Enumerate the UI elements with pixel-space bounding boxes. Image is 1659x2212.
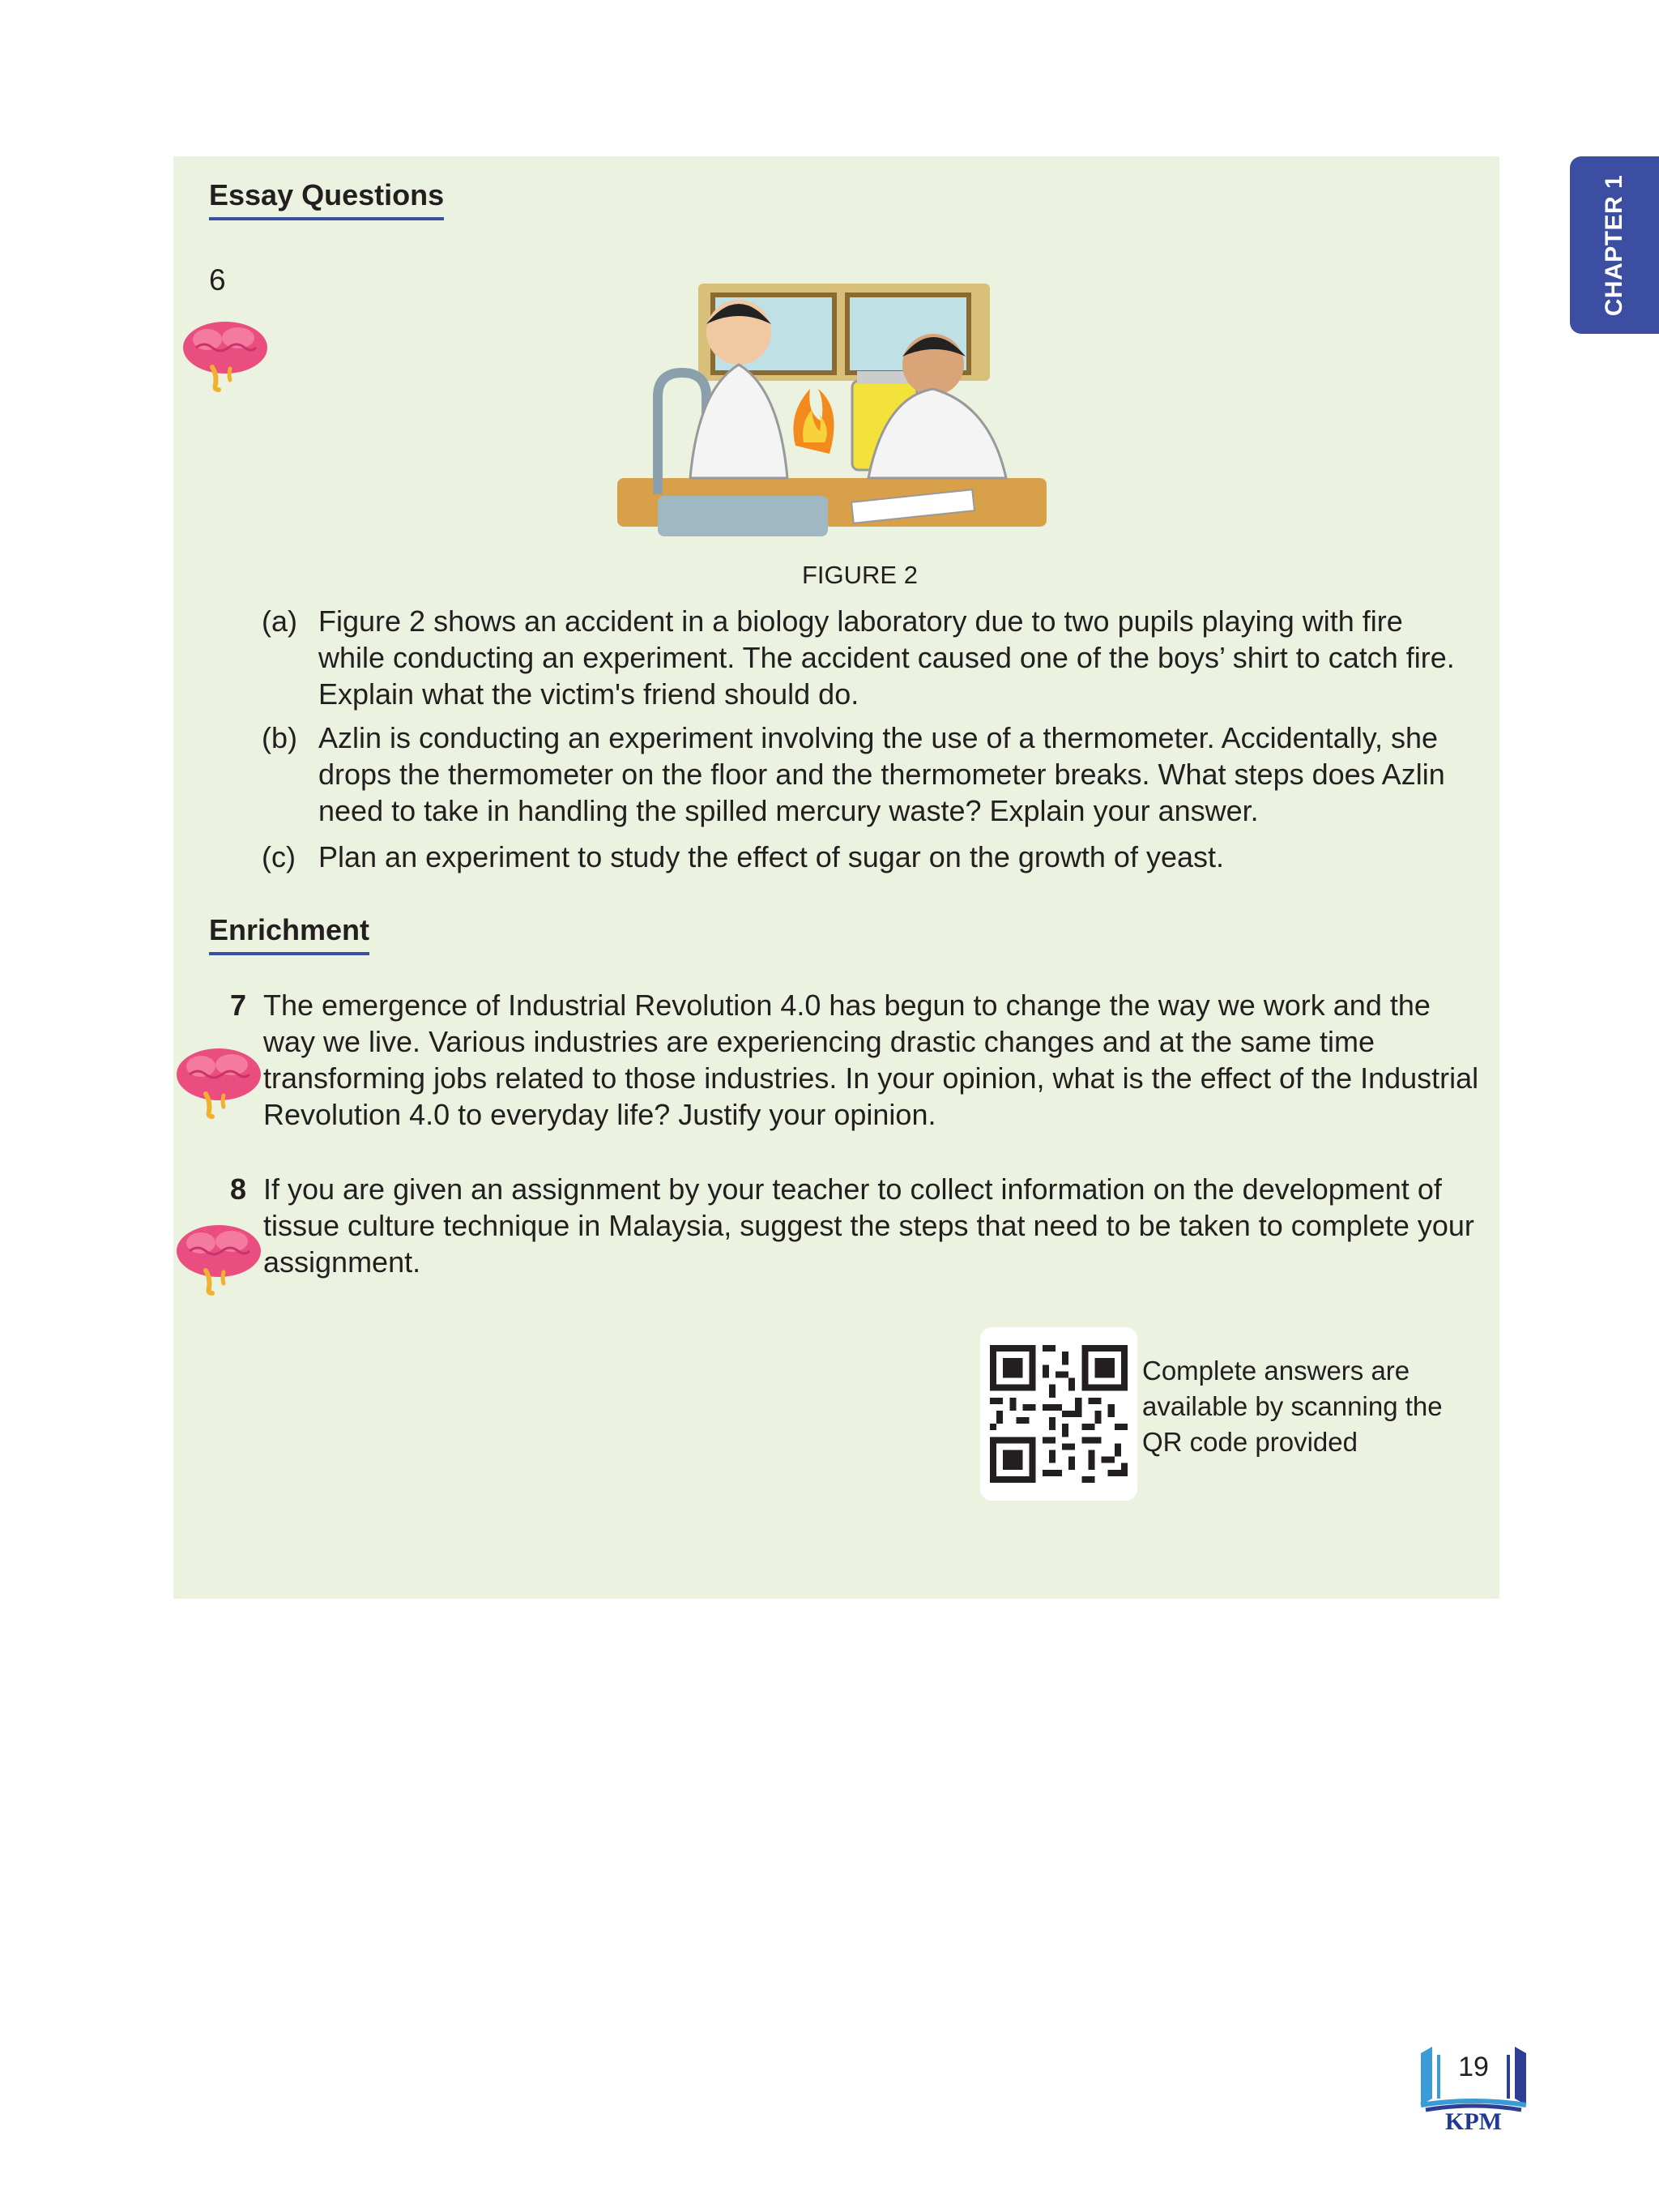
question-6c-label: (c) <box>262 840 296 873</box>
chapter-tab[interactable] <box>1570 156 1659 334</box>
brain-icon <box>180 318 271 399</box>
figure-caption: FIGURE 2 <box>802 561 918 589</box>
question-8-text: If you are given an assignment by your teacher to collect information on the development of tissue culture technique in Malaysia, suggest the steps that need to be taken to complete your assignment. <box>263 1172 1474 1279</box>
question-7-text: The emergence of Industrial Revolution 4.0 has begun to change the way we work and the way we live. Various industries are experiencing drastic changes and at the same time transforming jobs related to those industries. In your opinion, what is the effect of the Industrial Revolution 4.0 to everyday life? Justify your opinion. <box>263 989 1479 1131</box>
chapter-tab-label: CHAPTER 1 <box>1601 174 1627 316</box>
question-7 <box>230 987 1486 1133</box>
enrichment-heading: Enrichment <box>209 913 369 955</box>
lab-accident-illustration <box>609 284 1055 559</box>
question-8 <box>230 1171 1486 1280</box>
essay-questions-heading: Essay Questions <box>209 178 444 220</box>
question-7-number: 7 <box>230 989 247 1022</box>
question-6b-text: Azlin is conducting an experiment involving the use of a thermometer. Accidentally, she drops the thermometer on the floor and the thermometer breaks. What steps does Azlin need to take in handling the spilled mercury waste? Explain your answer. <box>318 721 1445 827</box>
question-8-number: 8 <box>230 1172 247 1206</box>
publisher-label: KPM <box>1445 2108 1502 2135</box>
page-number: 19 <box>1458 2052 1489 2082</box>
question-6c-text: Plan an experiment to study the effect of sugar on the growth of yeast. <box>318 840 1225 873</box>
question-6b-label: (b) <box>262 721 297 754</box>
qr-code-icon <box>990 1345 1128 1483</box>
question-6a-label: (a) <box>262 604 297 638</box>
question-6a-text: Figure 2 shows an accident in a biology laboratory due to two pupils playing with fire while conducting an experiment. The accident caused one of the boys’ shirt to catch fire. Explain what the victim's friend should do. <box>318 604 1455 711</box>
qr-code-card[interactable] <box>980 1327 1137 1501</box>
question-6c <box>262 839 1477 875</box>
question-6-number: 6 <box>209 263 226 297</box>
qr-code-note: Complete answers are available by scanning the QR code provided <box>1142 1356 1443 1457</box>
question-6b <box>262 720 1477 829</box>
question-6a <box>262 603 1477 712</box>
page-footer-logo <box>1414 2042 1533 2147</box>
